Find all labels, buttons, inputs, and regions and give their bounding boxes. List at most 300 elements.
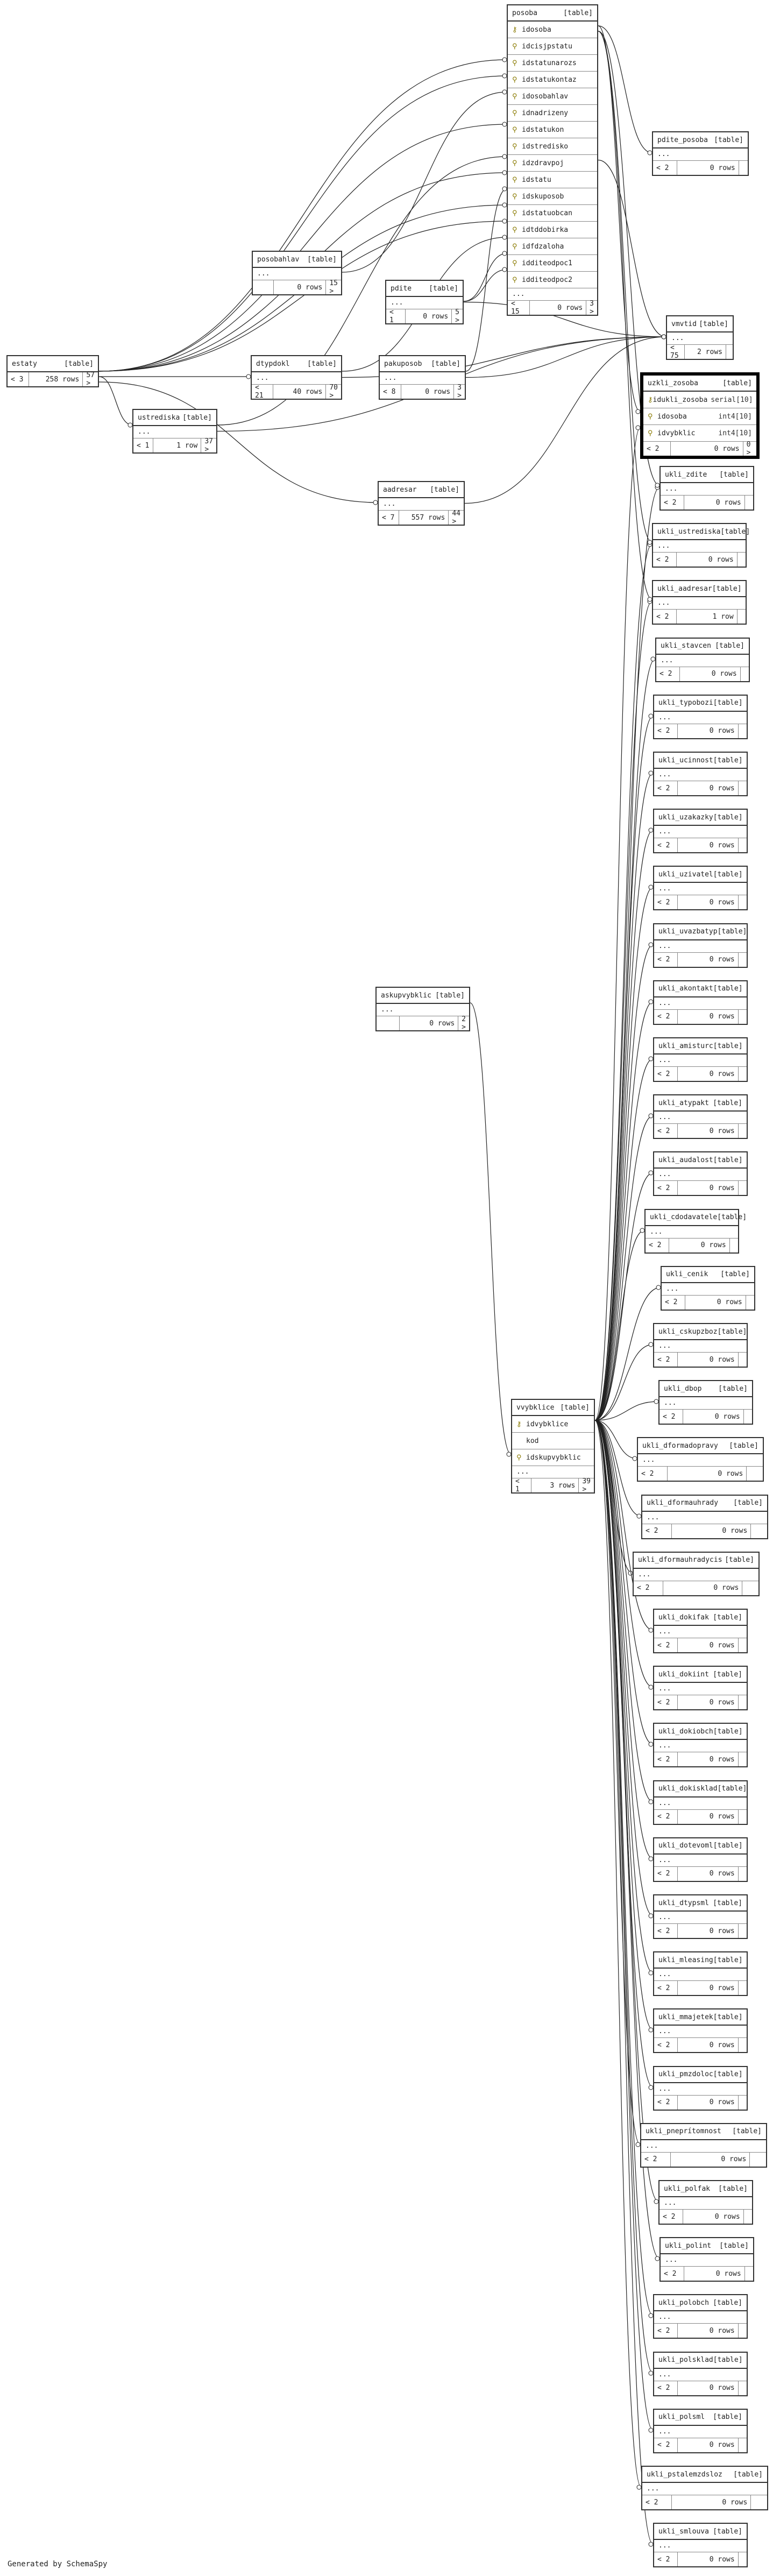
table-tag: [table]: [430, 485, 459, 494]
table-ukli-smlouva[interactable]: [653, 2523, 748, 2567]
table-ukli-dbop[interactable]: [658, 1380, 753, 1425]
table-ukli-mmajetek[interactable]: [653, 2008, 748, 2053]
table-name: ukli_polobch: [658, 2298, 709, 2307]
table-name: ukli_zdite: [665, 470, 707, 479]
table-name: vmvtid: [671, 320, 697, 328]
table-tag: [table]: [715, 642, 744, 650]
table-footer: [659, 2210, 752, 2224]
table-tag: [table]: [719, 2241, 749, 2250]
children-count: [739, 2381, 747, 2395]
table-footer: [641, 2153, 766, 2167]
crowfoot-marker: [637, 1514, 641, 1518]
table-footer: [634, 1581, 758, 1595]
table-tag: [table]: [713, 1099, 742, 1107]
row-count: 258 rows: [29, 372, 83, 386]
table-vvybklice[interactable]: [511, 1399, 595, 1494]
foreign-key-icon: ⚲: [512, 142, 517, 151]
table-tag: [table]: [718, 2184, 748, 2193]
table-footer: [654, 2438, 747, 2452]
vvybklice-to-uzkli-zosoba-line: [595, 428, 640, 1420]
primary-key-icon: ⚷: [648, 395, 653, 404]
table-name: uzkli_zosoba: [648, 379, 698, 387]
table-name: ukli_polsklad: [658, 2356, 713, 2365]
table-ukli-audalost[interactable]: [653, 1151, 748, 1196]
more-columns: ...: [654, 1740, 747, 1752]
table-ukli-uzakazky[interactable]: [653, 809, 748, 853]
row-count: 0 rows: [678, 1353, 739, 1367]
children-count: [739, 161, 748, 175]
crowfoot-marker: [502, 122, 507, 126]
row-count: 0 rows: [678, 1181, 739, 1195]
crowfoot-marker: [651, 657, 655, 661]
more-columns: ...: [654, 1969, 747, 1981]
table-pdite[interactable]: [385, 280, 464, 324]
more-columns: ...: [662, 1283, 754, 1296]
foreign-key-icon: ⚲: [648, 412, 653, 421]
crowfoot-marker: [636, 409, 640, 414]
vvybklice-to-ukli-typobozi-line: [595, 716, 653, 1420]
table-footer: [654, 1810, 747, 1824]
row-count: 0 rows: [668, 1467, 747, 1481]
table-ukli-akontakt[interactable]: [653, 980, 748, 1025]
children-count: [739, 781, 747, 795]
table-footer: [638, 1467, 763, 1481]
crowfoot-marker: [502, 203, 507, 207]
table-ukli-dokiint[interactable]: [653, 1666, 748, 1710]
table-name: ukli_uzakazky: [658, 813, 713, 822]
parents-count: < 2: [654, 2324, 678, 2338]
table-footer: [379, 511, 464, 525]
crowfoot-marker: [502, 154, 507, 159]
table-tag: [table]: [713, 1613, 742, 1622]
children-count: [739, 953, 747, 967]
row-count: 0 rows: [677, 553, 737, 567]
table-tag: [table]: [725, 1556, 754, 1565]
table-ukli-polint[interactable]: [659, 2237, 754, 2282]
crowfoot-marker: [649, 2313, 653, 2318]
foreign-key-icon: ⚲: [512, 125, 517, 134]
parents-count: < 2: [642, 2495, 672, 2509]
table-ukli-mleasing[interactable]: [653, 1951, 748, 1996]
table-footer: [386, 309, 463, 323]
parents-count: < 2: [643, 442, 671, 456]
column-name: idfdzaloha: [522, 242, 564, 251]
column-row: [508, 72, 597, 88]
table-tag: [table]: [713, 2298, 742, 2307]
crowfoot-marker: [649, 2371, 653, 2375]
row-count: 0 rows: [678, 1981, 739, 1995]
table-name: ukli_aadresar: [657, 584, 712, 593]
table-tag: [table]: [307, 359, 337, 368]
table-ukli-polsml[interactable]: [653, 2409, 748, 2453]
estaty-to-posoba-line: [99, 76, 507, 371]
row-count: 0 rows: [678, 953, 739, 967]
column-name: idvybklice: [526, 1420, 569, 1428]
column-row: [512, 1449, 594, 1466]
table-footer: [654, 1752, 747, 1766]
parents-count: < 1: [512, 1478, 531, 1492]
parents-count: < 2: [662, 1296, 685, 1310]
column-row: [508, 238, 597, 255]
crowfoot-marker: [502, 251, 507, 256]
table-tag: [table]: [712, 584, 742, 593]
row-count: 40 rows: [273, 385, 327, 399]
column-row: [508, 155, 597, 172]
more-columns: ...: [654, 1055, 747, 1067]
row-count: 0 rows: [678, 2324, 739, 2338]
more-columns: ...: [386, 297, 463, 309]
row-count: 0 rows: [678, 781, 739, 795]
table-footer: [642, 2495, 767, 2509]
table-tag: [table]: [713, 699, 743, 707]
row-count: 0 rows: [678, 1867, 739, 1881]
table-uzkli-zosoba[interactable]: [640, 372, 760, 459]
crowfoot-marker: [649, 1000, 653, 1004]
row-count: 1 row: [153, 438, 202, 452]
table-name: ukli_atypakt: [658, 1099, 709, 1107]
crowfoot-marker: [662, 335, 666, 339]
table-ukli-ucinnost[interactable]: [653, 752, 748, 796]
column-row: [508, 188, 597, 205]
foreign-key-icon: ⚲: [512, 59, 517, 67]
column-name: idstatukontaz: [522, 75, 577, 84]
table-footer: [667, 345, 733, 359]
table-tag: [table]: [713, 870, 743, 879]
row-count: 0 rows: [530, 301, 586, 315]
pdite-to-posoba-line: [464, 253, 507, 301]
table-name: ukli_polint: [665, 2241, 712, 2250]
table-footer: [643, 442, 756, 456]
table-tag: [table]: [713, 985, 743, 993]
table-ukli-dotevoml[interactable]: [653, 1837, 748, 1882]
column-row: [508, 88, 597, 105]
parents-count: [253, 280, 274, 294]
table-ukli-dokifak[interactable]: [653, 1609, 748, 1653]
table-footer: [653, 610, 746, 624]
row-count: 0 rows: [683, 1410, 744, 1424]
table-tag: [table]: [429, 284, 458, 293]
column-row: [508, 172, 597, 188]
children-count: [750, 2153, 766, 2167]
table-posoba[interactable]: [507, 4, 598, 316]
table-footer: [654, 1067, 747, 1081]
table-name: ukli_dformauhrady: [647, 1499, 719, 1508]
parents-count: < 2: [654, 781, 678, 795]
table-name: estaty: [12, 359, 37, 368]
table-tag: [table]: [435, 991, 465, 1000]
pakuposob-to-posoba-line: [466, 189, 507, 371]
parents-count: < 2: [654, 1695, 678, 1709]
children-count: 15 >: [329, 279, 338, 295]
foreign-key-icon: ⚲: [512, 209, 517, 217]
children-count: [739, 1924, 747, 1938]
table-ukli-zdite[interactable]: [659, 466, 754, 511]
table-ukli-dformadopravy[interactable]: [637, 1437, 764, 1482]
table-footer: [642, 1524, 767, 1538]
row-count: 0 rows: [678, 1124, 739, 1138]
crowfoot-marker: [649, 2028, 653, 2032]
table-footer: [508, 301, 597, 315]
table-name: ukli_dformauhradycis: [638, 1556, 722, 1565]
row-count: 0 rows: [678, 1810, 739, 1824]
table-tag: [table]: [563, 9, 593, 17]
table-ukli-cenik[interactable]: [661, 1266, 755, 1311]
more-columns: ...: [653, 597, 746, 610]
more-columns: ...: [654, 1797, 747, 1810]
table-ukli-typobozi[interactable]: [653, 695, 748, 739]
more-columns: ...: [379, 498, 464, 511]
table-dtypdokl[interactable]: [251, 355, 342, 400]
table-footer: [654, 2038, 747, 2052]
children-count: [742, 1581, 758, 1595]
table-ukli-pstalemzdsloz[interactable]: [641, 2466, 768, 2510]
more-columns: ...: [654, 1855, 747, 1867]
foreign-key-icon: ⚲: [512, 159, 517, 167]
parents-count: < 2: [654, 1353, 678, 1367]
column-row: [512, 1416, 594, 1433]
table-tag: [table]: [713, 2356, 743, 2365]
children-count: [739, 1695, 747, 1709]
table-ukli-cdodavatele[interactable]: [644, 1209, 747, 1254]
table-ukli-cskupzboz[interactable]: [653, 1323, 748, 1368]
children-count: [739, 2324, 747, 2338]
children-count: [744, 2210, 752, 2224]
table-footer: [654, 781, 747, 795]
crowfoot-marker: [502, 187, 507, 191]
table-tag: [table]: [717, 1785, 747, 1793]
more-columns: ...: [653, 148, 748, 161]
parents-count: < 2: [654, 1867, 678, 1881]
table-vmvtid[interactable]: [666, 315, 734, 360]
table-footer: [654, 895, 747, 909]
column-type: serial[10]: [711, 395, 753, 404]
crowfoot-marker: [656, 1285, 661, 1290]
more-columns: ...: [642, 2483, 767, 2495]
parents-count: < 2: [654, 1067, 678, 1081]
parents-count: < 2: [654, 724, 678, 738]
table-ukli-pmzdoloc[interactable]: [653, 2066, 748, 2111]
more-columns: ...: [654, 712, 747, 724]
table-ukli-dokisklad[interactable]: [653, 1780, 748, 1825]
table-tag: [table]: [722, 379, 752, 387]
parents-count: < 2: [654, 2438, 678, 2452]
table-ukli-uvazbatyp[interactable]: [653, 923, 748, 968]
more-columns: ...: [654, 769, 747, 781]
table-name: aadresar: [383, 485, 417, 494]
table-name: ukli_audalost: [658, 1156, 713, 1164]
column-row: [508, 222, 597, 238]
parents-count: < 2: [654, 2552, 678, 2566]
children-count: 37 >: [204, 437, 213, 454]
table-name: ukli_pmzdoloc: [658, 2070, 713, 2079]
table-ukli-polobch[interactable]: [653, 2294, 748, 2339]
posobahlav-to-posoba-line: [342, 92, 507, 272]
column-name: idstatunarozs: [522, 59, 577, 67]
crowfoot-marker: [507, 1452, 511, 1456]
table-name: ukli_dtypsml: [658, 1899, 709, 1907]
table-name: ukli_smlouva: [658, 2527, 709, 2536]
table-tag: [table]: [182, 413, 212, 422]
crowfoot-marker: [502, 90, 507, 94]
crowfoot-marker: [636, 426, 640, 430]
table-name: ukli_ustrediska: [657, 527, 721, 536]
crowfoot-marker: [655, 483, 659, 487]
table-ukli-atypakt[interactable]: [653, 1094, 748, 1139]
table-name: ukli_cskupzboz: [658, 1327, 718, 1336]
parents-count: < 2: [654, 838, 678, 852]
children-count: 57 >: [86, 371, 95, 387]
table-tag: [table]: [713, 1156, 743, 1164]
table-name: posoba: [512, 9, 537, 17]
parents-count: < 15: [508, 301, 530, 315]
parents-count: < 1: [133, 438, 153, 452]
crowfoot-marker: [649, 2542, 653, 2546]
crowfoot-marker: [502, 267, 507, 272]
more-columns: ...: [654, 826, 747, 838]
table-name: ustrediska: [138, 413, 180, 422]
row-count: 0 rows: [678, 2038, 739, 2052]
more-columns: ...: [508, 288, 597, 301]
table-name: pakuposob: [384, 359, 422, 368]
column-name: idzdravpoj: [522, 159, 564, 167]
table-footer: [662, 1296, 754, 1310]
parents-count: < 2: [653, 553, 677, 567]
column-name: idvybklic: [657, 429, 696, 437]
table-tag: [table]: [713, 1842, 743, 1850]
row-count: 2 rows: [685, 345, 726, 359]
table-name: ukli_dbop: [664, 1384, 702, 1393]
table-pakuposob[interactable]: [379, 355, 466, 400]
children-count: [737, 610, 746, 624]
crowfoot-marker: [649, 1114, 653, 1118]
column-name: idosobahlav: [522, 92, 569, 101]
crowfoot-marker: [637, 2485, 641, 2489]
row-count: 0 rows: [678, 1010, 739, 1024]
column-name: idskuposob: [522, 192, 564, 201]
table-footer: [653, 553, 746, 567]
more-columns: ...: [656, 655, 749, 667]
more-columns: ...: [654, 2083, 747, 2096]
table-ukli-ustrediska[interactable]: [652, 523, 750, 568]
table-footer: [377, 1016, 469, 1030]
more-columns: ...: [654, 1912, 747, 1924]
table-tag: [table]: [729, 1441, 758, 1450]
table-name: dtypdokl: [256, 359, 290, 368]
table-ukli-dokiobch[interactable]: [653, 1723, 748, 1767]
table-aadresar[interactable]: [378, 481, 465, 526]
table-footer: [653, 161, 748, 175]
crowfoot-marker: [649, 1742, 653, 1746]
generator-credit: Generated by SchemaSpy: [8, 2560, 108, 2568]
table-ukli-dformauhrady[interactable]: [641, 1495, 768, 1539]
row-count: 0 rows: [684, 2267, 745, 2281]
table-tag: [table]: [713, 1670, 742, 1679]
table-tag: [table]: [713, 1956, 743, 1964]
table-tag: [table]: [713, 2527, 742, 2536]
children-count: 3 >: [590, 300, 594, 316]
column-row: [508, 205, 597, 222]
table-tag: [table]: [714, 136, 743, 144]
row-count: 0 rows: [678, 1752, 739, 1766]
column-row: [508, 272, 597, 288]
table-ukli-aadresar[interactable]: [652, 580, 747, 625]
parents-count: < 2: [654, 2038, 678, 2052]
more-columns: ...: [654, 1340, 747, 1353]
parents-count: < 2: [661, 496, 684, 509]
table-ukli-amisturc[interactable]: [653, 1037, 748, 1082]
column-name: idcisjpstatu: [522, 42, 572, 51]
crowfoot-marker: [648, 151, 652, 155]
crowfoot-marker: [654, 2199, 658, 2204]
parents-count: < 2: [653, 161, 677, 175]
vvybklice-to-ukli-dotevoml-line: [595, 1420, 653, 1859]
table-footer: [654, 838, 747, 852]
more-columns: ...: [642, 1512, 767, 1524]
crowfoot-marker: [649, 885, 653, 889]
foreign-key-icon: ⚲: [512, 92, 517, 101]
table-ukli-pneprítomnost[interactable]: [640, 2123, 767, 2168]
table-ukli-stavcen[interactable]: [655, 638, 750, 682]
column-name: idstatukon: [522, 125, 564, 134]
column-row: [643, 425, 756, 442]
parents-count: < 2: [642, 1524, 672, 1538]
parents-count: < 2: [654, 1752, 678, 1766]
children-count: [739, 2038, 747, 2052]
table-name: ukli_akontakt: [658, 985, 713, 993]
crowfoot-marker: [649, 1628, 653, 1632]
column-name: idstatuobcan: [522, 209, 572, 217]
table-ukli-dtypsml[interactable]: [653, 1894, 748, 1939]
more-columns: ...: [634, 1569, 758, 1581]
more-columns: ...: [654, 1626, 747, 1638]
parents-count: [377, 1016, 400, 1030]
table-name: ukli_pstalemzdsloz: [647, 2470, 722, 2479]
table-ukli-dformauhradycis[interactable]: [633, 1552, 760, 1596]
table-name: ukli_dokisklad: [658, 1785, 718, 1793]
table-footer: [512, 1478, 594, 1492]
table-footer: [654, 1638, 747, 1652]
table-estaty[interactable]: [6, 355, 99, 387]
column-name: idosoba: [522, 25, 551, 34]
vvybklice-to-ukli-zdite-line: [595, 487, 659, 1420]
table-ukli-polfak[interactable]: [658, 2180, 753, 2225]
table-posobahlav[interactable]: [252, 251, 342, 295]
table-tag: [table]: [717, 928, 747, 936]
parents-count: < 2: [654, 2096, 678, 2110]
column-name: idditeodpoc2: [522, 275, 572, 284]
table-ukli-polsklad[interactable]: [653, 2352, 748, 2396]
table-footer: [133, 438, 216, 452]
parents-count: < 21: [252, 385, 273, 399]
table-name: pdite: [391, 284, 412, 293]
estaty-to-posoba-line: [99, 60, 507, 371]
table-name: ukli_polfak: [664, 2184, 711, 2193]
children-count: [739, 1638, 747, 1652]
parents-count: < 2: [654, 1181, 678, 1195]
table-ustrediska[interactable]: [132, 409, 217, 454]
table-tag: [table]: [718, 1384, 748, 1393]
posoba-to-ukli-ustrediska-line: [598, 31, 652, 542]
table-ukli-uzivatel[interactable]: [653, 866, 748, 910]
parents-count: < 2: [641, 2153, 671, 2167]
askupvybklic-to-vvybklice-line: [470, 1003, 511, 1454]
column-row: [643, 408, 756, 425]
table-name: ukli_uvazbatyp: [658, 928, 718, 936]
table-footer: [654, 1924, 747, 1938]
table-askupvybklic[interactable]: [375, 987, 470, 1031]
table-pdite-posoba[interactable]: [652, 131, 749, 176]
children-count: [739, 838, 747, 852]
